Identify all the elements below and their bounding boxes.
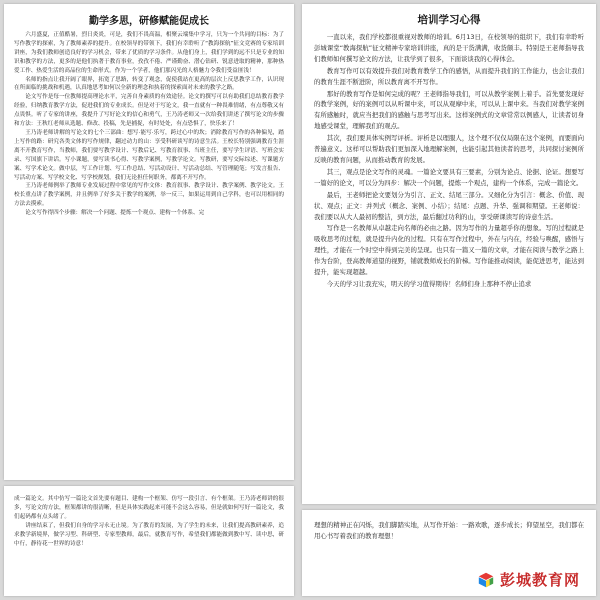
right-paragraph-2: 教育写作可以有效提升我们对教育教学工作的感悟，从而提升我们的工作能力，也会让我们的教育生涯不断进阶，所以教育离不开写作。 (314, 66, 584, 86)
watermark-text: 彭城教育网 (499, 571, 580, 589)
left-paragraph-2: 名师的指点让我开阔了眼界，拓宽了思路，转变了观念，促使我站在更高的层次上反思教学工作，认识现在所面临的挑战和机遇，认真地思考如何以全新的理念和执着的探索面对未来的教学之路。 (14, 76, 284, 92)
right-document-page-2 (302, 510, 596, 596)
right-paragraph-4: 其次，我们要具体实例写评析。评析是以理服人，这个理不仅仅局限在这个案例，而要面向普遍意义。这样可以帮助我们更加深入地理解案例，也能引起其他读者的思考，共同探讨案例所反映的教育问题，从而推动教育的发展。 (314, 134, 584, 164)
left-document-title: 勤学多思，研修赋能促成长 (89, 16, 209, 27)
right-continued-paragraph-1: 理想的精神正在闪烁，我们脚踏实地，从写作开始：一路欢歌，逐步成长；仰望星空，我们都在用心书写着我们的教育理想！ (314, 521, 584, 540)
right-paragraph-5: 其三，观点是论文写作的灵魂。一篇论文要具有三要素，分别为论点、论据、论证。想要写一篇好的论文，可以分为四步：解决一个问题，提炼一个观点，建构一个体系，完成一篇论文。 (314, 167, 584, 187)
site-watermark (477, 569, 580, 590)
right-paragraph-1: 一直以来，我们学校都很重视对教师的培训。6月13日，在校领导的组织下，我们有幸聆听彭城课堂“教海探航”征文精神专家培训讲座，真的是干货满满，收货颇丰。特别是王老师指导我们教师如何撰写论文的方法，让我学到了很多，下面谈谈我的心得体会。 (314, 33, 584, 63)
left-paragraph-6: 论文写作得四个步骤：解决一个问题、提炼一个观点、建构一个体系、完 (25, 210, 205, 217)
left-paragraph-1: 六月盛夏，正值酷暑，烈日炎炎，可是，我们不畏高温，相聚云端集中学习，只为一个共同的目标：为了写作教学的探索，为了教师素养的提升。在校领导的带领下，我们有幸聆听了“教海探航”征文竞赛的专家培训讲座，为我们教师创造良好的学习机会，带来了优质的学习条件。从他们身上，我们学到的远不只是专业的知识和教学的方法，更多的是他们执著于教育事业，孜孜不倦、严谨勤奋、潜心钻研、锐意进取的精神，那种热爱工作、热爱生活的高品位的生命形式。作为一个学者，他们那闪光的人格魅力令我们受益匪浅！ (14, 32, 284, 74)
left-paragraph-5: 王乃涛老师例举了教师专业发展过程中常见的写作文体：教育叙事、教学设计、教学案例、教学论文。王校长重点讲了教学案例，并且例举了好多关于教学的案例，举一反三，如果运用到自己学科，也可以用相同的方法去摸索。 (14, 183, 284, 208)
left-paragraph-4: 王乃涛老师讲解的写论文的七个三部曲：想写·能写·乐写，跨过心中的坎；消除教育写作的各种偏见，踏上写作的路：研究各类文体的写作规律，翻过动力的山：享受科研谈写的诗意生活。王校长特别强调教育生涯离不开教育写作，当教师，我们要写教学设计、写教后记、写教育叙事、当班主任，要写学生评语、写班会实录、写国旗下讲话。写小课题，要写读书心得、写教学案例，写教学论文。写教研，要写交际综述、写课题方案、写学术论文。做中层，写工作计划、写工作总结、写活动设计、写活动总结、写管理随笔；写发言报告、写活动方案、写学校文化、写学校规划，我们无论担任何职务，都离不开写作。 (14, 129, 284, 181)
left-document-page-2 (4, 486, 294, 596)
left-continued-paragraph-1: 成一篇论文。其中仿写一篇论文首先要有题目、建构一个框架、仿写一段引言、有个框架。王乃涛老师讲的很多，写论文的方法，框架都讲的很清晰，但是具体实践起来可能不会这么容易，但是就如何写好一篇论文，我们起码都有点头绪了。 (14, 496, 284, 520)
right-paragraph-8: 今天的学习让我充实，明天的学习值得期待！名师们身上那种不停止追求 (326, 279, 532, 288)
left-continued-paragraph-2: 讲座结束了，但我们自身的学习永无止境。为了教育的发展，为了学生的未来，让我们提高教研素养，追求教学新境界，做学习型、科研型、专家型教师，最后，就教育写作，希望我们都能做到教中写、读中思，研中行，静待花一世界的诗意！ (14, 522, 284, 547)
right-paragraph-3: 那好的教育写作是如何完成的呢？王老师指导我们，可以从教学案例上着手。首先要发现好的教学案例，好的案例可以从听课中来，可以从观摩中来，可以从上课中来。当我们对教学案例有所感触时，就应当把我们的感触与思考写出来。这样案例式的文章常常以例感人，让读者切身地感受课堂，理解我们的观点。 (314, 89, 584, 131)
right-paragraph-6: 最后，王老师把论文要划分为引言、正文、结尾三部分。又细化分为引言：概念、价值、现状、观点；正文：并列式（概念、案例、小结）；结尾：点题、升华、强调和期望。王老师说：我们要以从大人最初的整洁，到方法，最后翻过功利的山，享受研课读写的诗意生活。 (314, 190, 584, 221)
right-document-title: 培训学习心得 (417, 14, 481, 26)
book-logo-icon (477, 571, 495, 589)
left-paragraph-3: 论文写作是每一位教师提高理论水平，完善自身素质的有效途径。论文的撰写可以有助我们总结教育教学经验，归纳教育教学方法，促进我们的专业成长。但是对于写论文，我一直就有一种畏难情绪，有点尊敬又有点畏惧。听了专家的讲座，我提升了写好论文的信心和勇气，王乃涛老师又一次给我们讲述了撰写论文的步骤和方法：王秋红老师从选题、修改、投稿，先是捕捉，有时处处，有点恐惧了，快乐来了！ (14, 94, 284, 128)
right-document-page (302, 4, 596, 504)
left-document-page (4, 4, 294, 480)
right-paragraph-7: 写作是一名教师从卓越走向名师的必由之路。因为写作的力量超乎你的想象。写的过程就是吸收思考的过程，就是提升内化的过程。只有在写作过程中，外在与内在，经验与唤醒，感悟与理性，才能在一个时空中得到完美的呈现。也只有一篇又一篇的文章，才能在阅读与教学之路上作为台阶，登高教师道望的视野，铺就教师成长的阶梯。写作能推动阅读，能促进思考，能达到提升，能实现超越。 (314, 224, 584, 277)
